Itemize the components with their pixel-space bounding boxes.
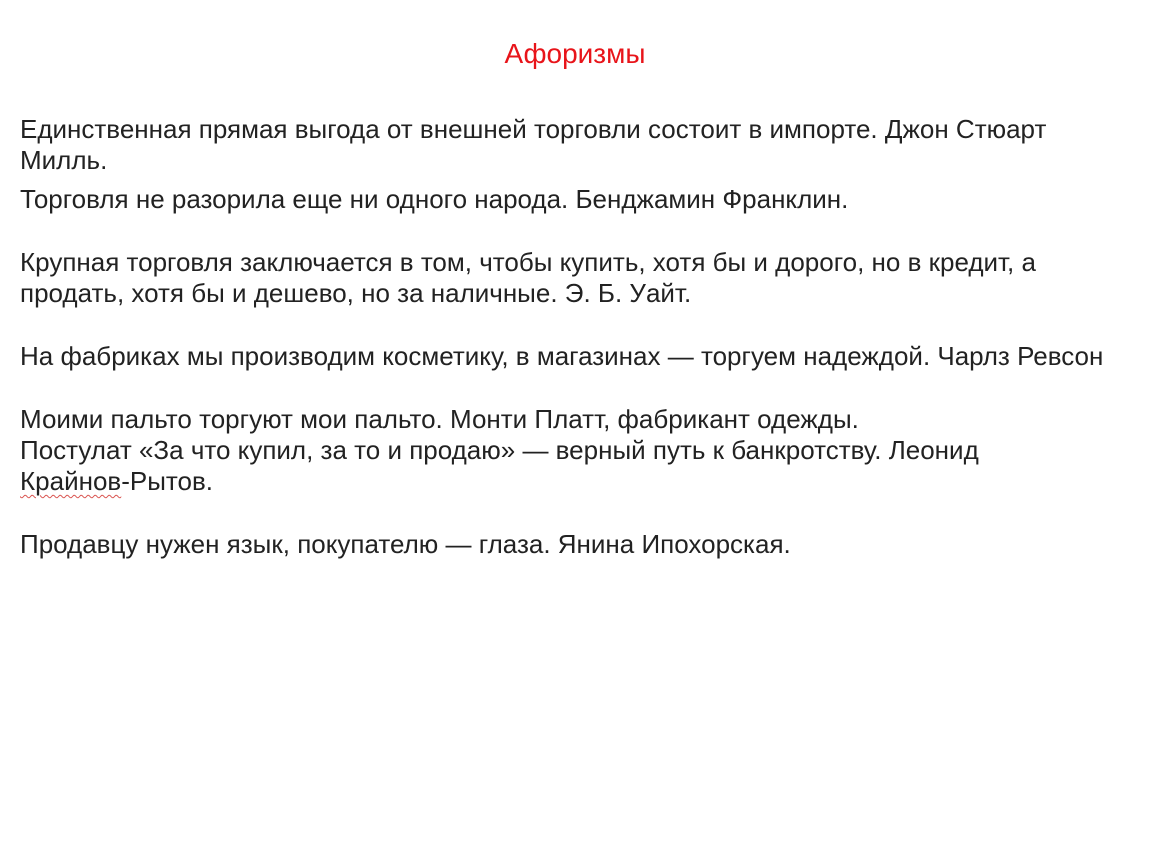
slide-body xyxy=(20,114,1135,560)
slide-title: Афоризмы xyxy=(504,38,646,69)
quote-white: Крупная торговля заключается в том, чтобы купить, хотя бы и дорого, но в кредит, а продать, хотя бы и дешево, но за наличные. Э. Б. Уайт. xyxy=(20,247,1036,308)
quote-krainov-text: Постулат «За что купил, за то и продаю» — верный путь к банкротству. Леонид xyxy=(20,435,979,465)
quote-krainov xyxy=(20,435,1135,497)
quote-revson: На фабриках мы производим косметику, в магазинах — торгуем надеждой. Чарлз Ревсон xyxy=(20,341,1104,371)
quote-mill: Единственная прямая выгода от внешней торговли состоит в импорте. Джон Стюарт Милль. xyxy=(20,114,1047,175)
quote-krainov-end: -Рытов. xyxy=(121,466,214,496)
spellcheck-underlined-word: Крайнов xyxy=(20,466,122,496)
quote-franklin: Торговля не разорила еще ни одного народа. Бенджамин Франклин. xyxy=(20,184,849,214)
quote-platt: Моими пальто торгуют мои пальто. Монти Платт, фабрикант одежды. xyxy=(20,404,859,434)
quote-ipokhorskaya: Продавцу нужен язык, покупателю — глаза. Янина Ипохорская. xyxy=(20,529,791,559)
